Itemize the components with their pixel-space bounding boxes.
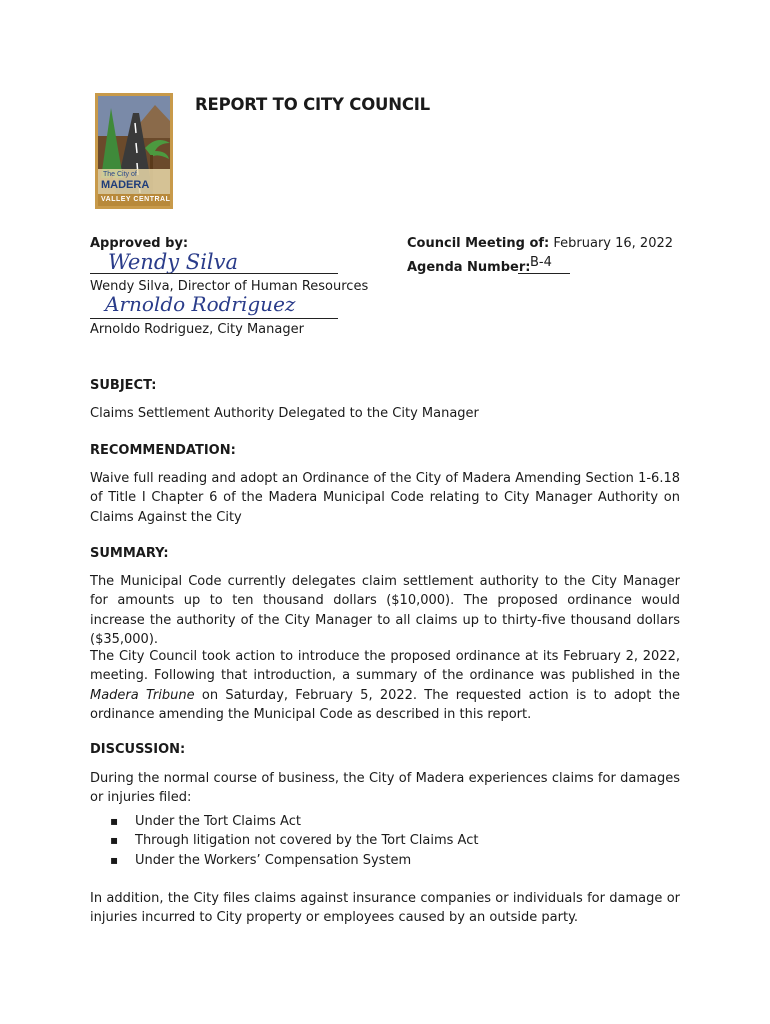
summary-heading: SUMMARY: xyxy=(90,546,169,561)
discussion-heading: DISCUSSION: xyxy=(90,742,186,757)
agenda-number-row xyxy=(407,260,530,275)
madera-logo-icon xyxy=(95,93,173,209)
recommendation-text: Waive full reading and adopt an Ordinance of the City of Madera Amending Section 1-6.18 of Title I Chapter 6 of the Madera Municipal Code relating to City Manager Authority on Claims Against the City xyxy=(90,471,680,525)
signature-line-1 xyxy=(90,273,338,274)
list-item: ▪ Under the Workers’ Compensation System xyxy=(90,851,680,870)
council-meeting-date: February 16, 2022 xyxy=(553,236,674,251)
subject-text: Claims Settlement Authority Delegated to the City Manager xyxy=(90,406,479,421)
newspaper-name: Madera Tribune xyxy=(90,687,195,703)
agenda-number-value: B-4 xyxy=(530,255,552,270)
discussion-closing: In addition, the City files claims against insurance companies or individuals for damage or injuries incurred to City property or employees caused by an outside party. xyxy=(90,891,680,926)
signature-wendy-silva: Wendy Silva xyxy=(108,250,239,274)
signer1-name-title: Wendy Silva, Director of Human Resources xyxy=(90,279,369,294)
discussion-intro: During the normal course of business, the City of Madera experiences claims for damages or injuries filed: xyxy=(90,771,680,806)
summary-paragraph-2 xyxy=(90,647,680,724)
logo-text-top: The City of xyxy=(103,171,137,178)
agenda-number-line xyxy=(518,273,570,274)
logo-text-main: MADERA xyxy=(101,179,150,191)
recommendation-heading: RECOMMENDATION: xyxy=(90,443,236,458)
council-meeting-label: Council Meeting of: xyxy=(407,236,550,251)
page-title: REPORT TO CITY COUNCIL xyxy=(195,95,430,114)
summary-p2-part-b: on Saturday, February 5, 2022. The requested action is to adopt the ordinance amending the Municipal Code as described in this report. xyxy=(90,687,680,722)
summary-paragraph-1: The Municipal Code currently delegates claim settlement authority to the City Manager for amounts up to ten thousand dollars ($10,000). The proposed ordinance would increase the authority of the City Manager to all claims up to thirty-five thousand dollars ($35,000). xyxy=(90,574,680,647)
signature-line-2 xyxy=(90,318,338,319)
logo-text-bottom: VALLEY CENTRAL xyxy=(101,196,171,203)
approved-by-label: Approved by: xyxy=(90,236,189,251)
signer2-name-title: Arnoldo Rodriguez, City Manager xyxy=(90,322,304,337)
agenda-number-label: Agenda Number: xyxy=(407,260,531,275)
claims-list xyxy=(90,812,680,870)
city-logo xyxy=(95,93,173,209)
subject-heading: SUBJECT: xyxy=(90,378,157,393)
council-meeting-row xyxy=(407,236,673,251)
summary-p2-part-a: The City Council took action to introduce the proposed ordinance at its February 2, 2022, meeting. Following that introduction, a summary of the ordinance was published in the xyxy=(90,649,680,684)
list-item: ▪ Under the Tort Claims Act xyxy=(90,812,680,831)
signature-arnoldo-rodriguez: Arnoldo Rodriguez xyxy=(105,292,296,316)
list-item: ▪ Through litigation not covered by the Tort Claims Act xyxy=(90,831,680,850)
